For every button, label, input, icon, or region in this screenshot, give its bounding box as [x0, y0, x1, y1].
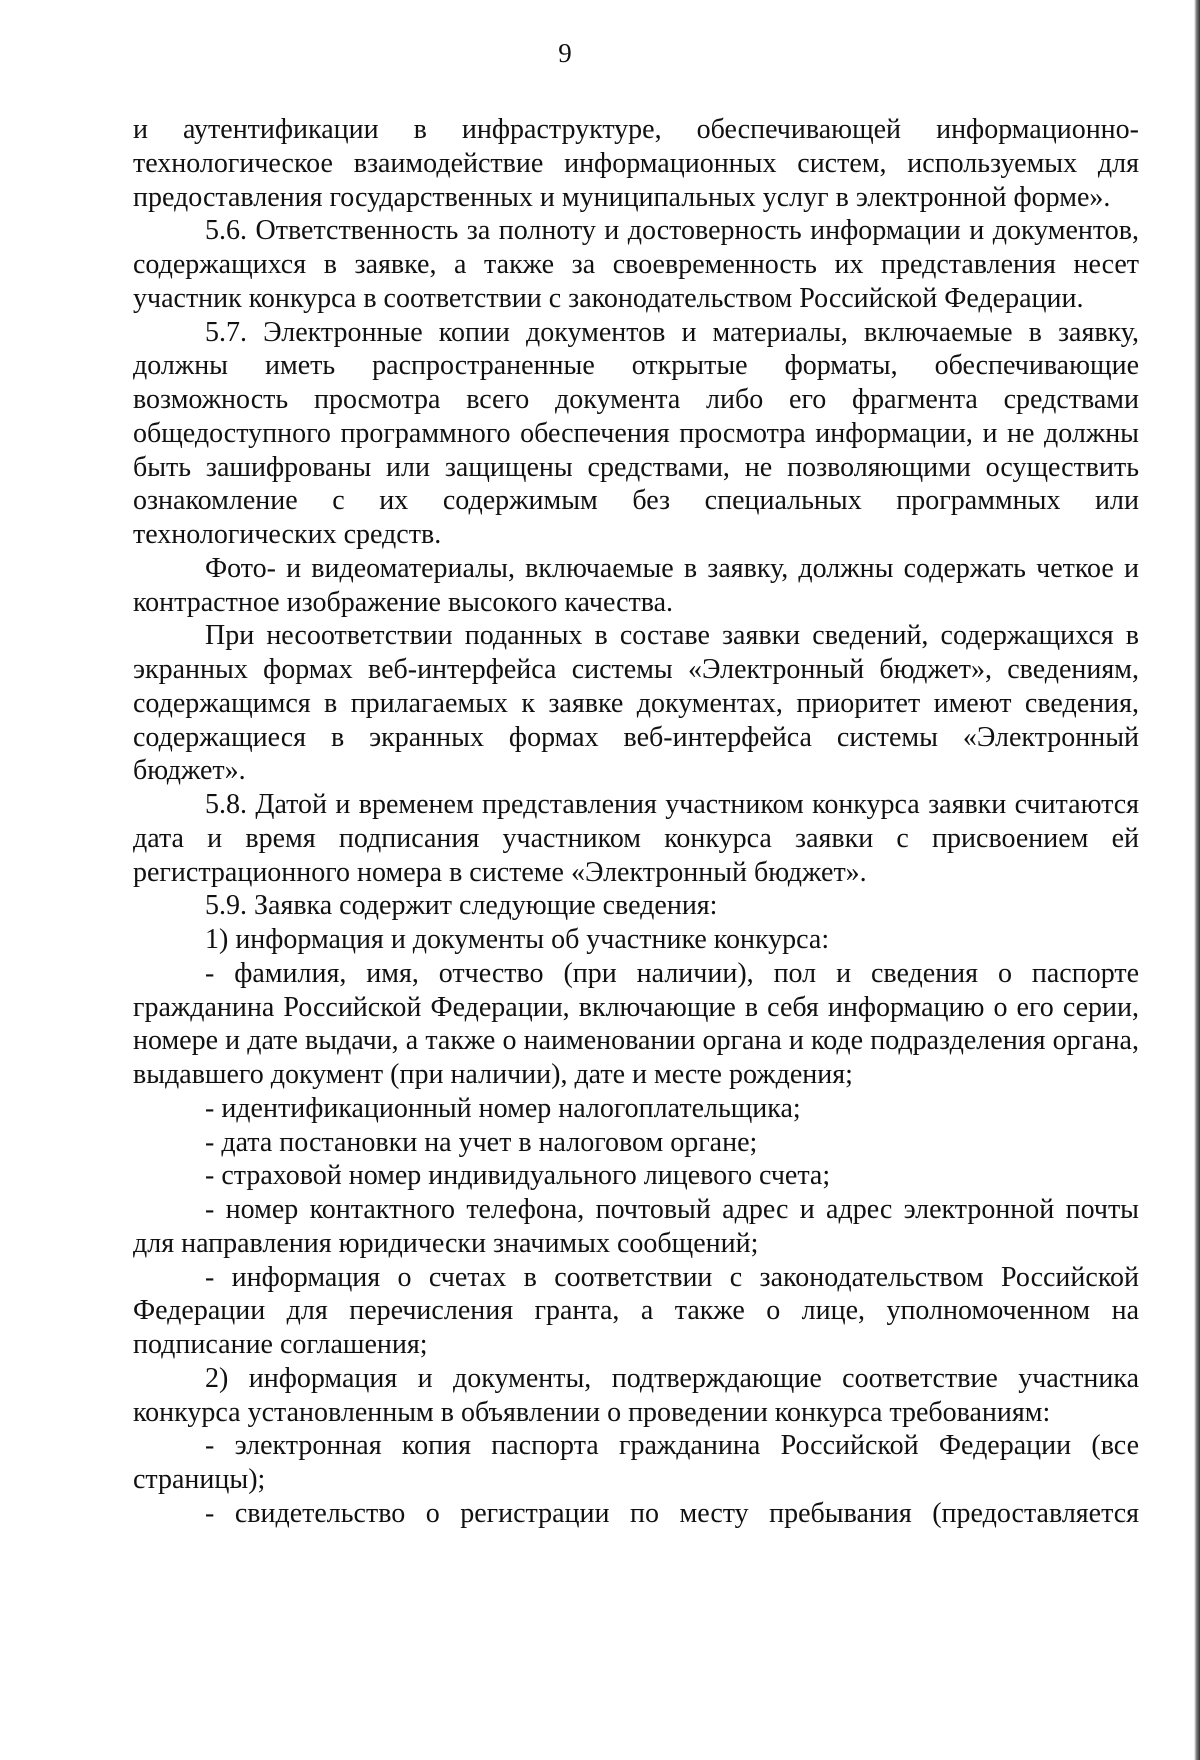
- list-item-registration-certificate: - свидетельство о регистрации по месту пребывания (предоставляется: [205, 1497, 1139, 1529]
- paragraph-5-7: 5.7. Электронные копии документов и материалы, включаемые в заявку, должны иметь распространенные открытые форматы, обеспечивающие возможность просмотра всего документа либо его фрагмента средствами общедоступного программного обеспечения просмотра информации, и не должны быть зашифрованы или защищены средствами, не позволяющими осуществить ознакомление с их содержимым без специальных программных или технологических средств.: [133, 316, 1139, 550]
- paragraph-discrepancy: При несоответствии поданных в составе заявки сведений, содержащихся в экранных формах веб-интерфейса системы «Электронный бюджет», сведениям, содержащимся в прилагаемых к заявке документах, приоритет имеют сведения, содержащиеся в экранных формах веб-интерфейса системы «Электронный бюджет».: [133, 620, 1139, 787]
- list-item-2: 2) информация и документы, подтверждающие соответствие участника конкурса установленным в объявлении о проведении конкурса требованиям:: [133, 1362, 1139, 1428]
- list-item-tax-registration: - дата постановки на учет в налоговом органе;: [205, 1126, 758, 1158]
- scan-edge-shadow: [1194, 0, 1200, 1760]
- list-item-inn: - идентификационный номер налогоплательщика;: [205, 1092, 801, 1124]
- list-item-passport-copy: - электронная копия паспорта гражданина Российской Федерации (все страницы);: [133, 1430, 1139, 1495]
- list-item-accounts: - информация о счетах в соответствии с законодательством Российской Федерации для перечисления гранта, а также о лице, уполномоченном на подписание соглашения;: [133, 1261, 1139, 1360]
- paragraph-5-8: 5.8. Датой и временем представления участником конкурса заявки считаются дата и время подписания участником конкурса заявки с присвоением ей регистрационного номера в системе «Электронный бюджет».: [133, 789, 1139, 888]
- document-body: [133, 113, 1139, 1531]
- paragraph-5-6: 5.6. Ответственность за полноту и достоверность информации и документов, содержащихся в заявке, а также за своевременность их представления несет участник конкурса в соответствии с законодательством Российской Федерации.: [133, 215, 1139, 314]
- list-item-snils: - страховой номер индивидуального лицевого счета;: [205, 1160, 831, 1192]
- list-item-contacts: - номер контактного телефона, почтовый адрес и адрес электронной почты для направления юридически значимых сообщений;: [133, 1194, 1139, 1259]
- paragraph-continuation: и аутентификации в инфраструктуре, обеспечивающей информационно-технологическое взаимодействие информационных систем, используемых для предоставления государственных и муниципальных услуг в электронной форме».: [133, 114, 1139, 213]
- paragraph-photo-video: Фото- и видеоматериалы, включаемые в заявку, должны содержать четкое и контрастное изображение высокого качества.: [133, 552, 1139, 618]
- list-item-1: 1) информация и документы об участнике конкурса:: [205, 924, 830, 955]
- paragraph-5-9: 5.9. Заявка содержит следующие сведения:: [205, 890, 718, 922]
- page-number: 9: [558, 38, 572, 68]
- list-item-passport-info: - фамилия, имя, отчество (при наличии), пол и сведения о паспорте гражданина Российской Федерации, включающие в себя информацию о его серии, номере и дате выдачи, а также о наименовании органа и коде подразделения органа, выдавшего документ (при наличии), дате и месте рождения;: [133, 957, 1139, 1090]
